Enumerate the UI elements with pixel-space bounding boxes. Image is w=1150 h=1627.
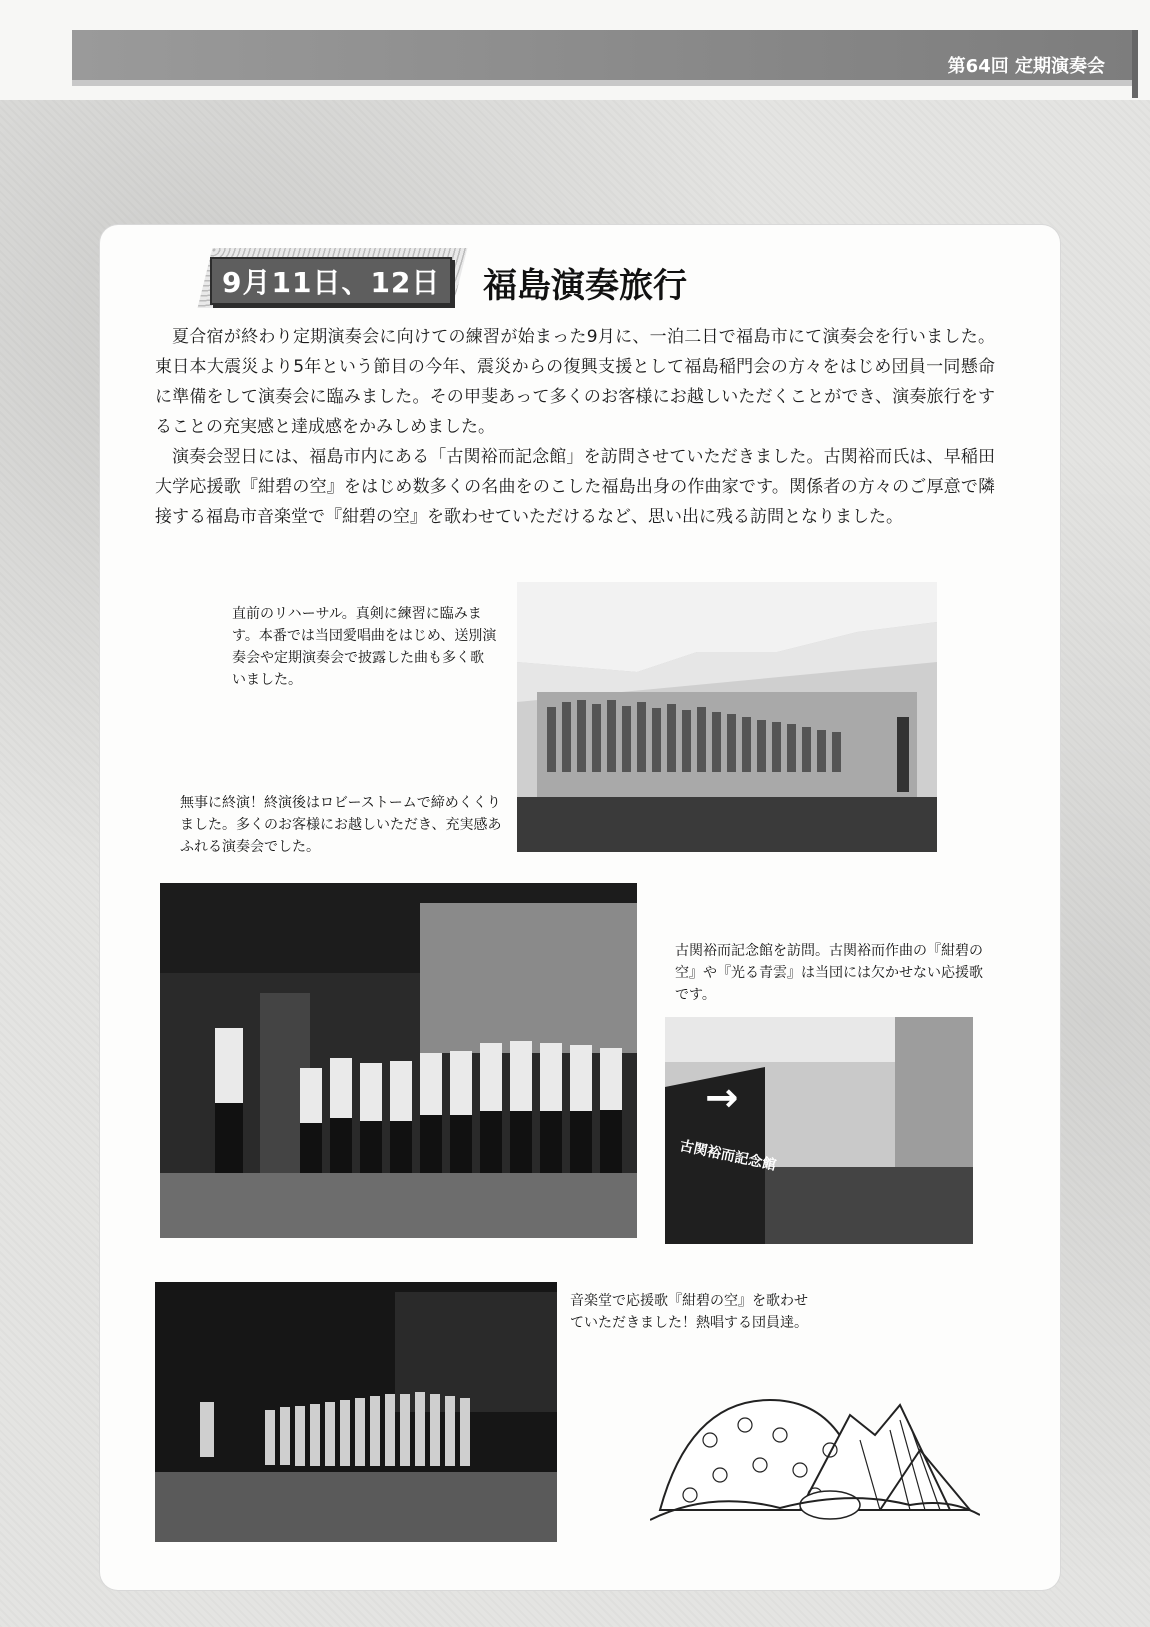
caption-museum: 古関裕而記念館を訪問。古関裕而作曲の『紺碧の空』や『光る青雲』は当団には欠かせない応援歌です。 (675, 943, 983, 1003)
paragraph: 演奏会翌日には、福島市内にある「古関裕而記念館」を訪問させていただきました。古関裕而氏は、早稲田大学応援歌『紺碧の空』をはじめ数多くの名曲をのこした福島出身の作曲家です。関係者の方々のご厚意で隣接する福島市音楽堂で『紺碧の空』を歌わせていただけるなど、思い出に残る訪問となりました。 (155, 447, 995, 527)
section-date: 9月11日、12日 (210, 257, 452, 305)
museum-sign-text: 古関裕而記念館 (678, 1137, 778, 1174)
section-title: 福島演奏旅行 (483, 266, 687, 306)
mountain-drawing (650, 1380, 980, 1525)
article-body (155, 322, 995, 532)
museum-sign-arrow: → (705, 1075, 739, 1121)
photo-hall (155, 1282, 557, 1542)
photo-lobby (160, 883, 637, 1238)
caption-lobby: 無事に終演！終演後はロビーストームで締めくくりました。多くのお客様にお越しいただき、充実感あふれる演奏会でした。 (180, 795, 502, 855)
header-tab-marker (1132, 30, 1138, 98)
mountain-illustration (650, 1380, 980, 1525)
caption-rehearsal: 直前のリハーサル。真剣に練習に臨みます。本番では当団愛唱曲をはじめ、送別演奏会や定期演奏会で披露した曲も多く歌いました。 (232, 606, 497, 688)
header-title: 第64回 定期演奏会 (947, 56, 1105, 77)
paragraph: 夏合宿が終わり定期演奏会に向けての練習が始まった9月に、一泊二日で福島市にて演奏会を行いました。東日本大震災より5年という節目の今年、震災からの復興支援として福島稲門会の方々をはじめ団員一同懸命に準備をして演奏会に臨みました。その甲斐あって多くのお客様にお越しいただくことができ、演奏旅行をすることの充実感と達成感をかみしめました。 (155, 327, 995, 437)
photo-rehearsal (517, 582, 937, 852)
rehearsal-scene (517, 582, 937, 852)
hall-scene (155, 1282, 557, 1542)
lobby-scene (160, 883, 637, 1238)
caption-hall: 音楽堂で応援歌『紺碧の空』を歌わせていただきました！熱唱する団員達。 (570, 1293, 808, 1331)
museum-scene (665, 1017, 973, 1244)
photo-museum (665, 1017, 973, 1244)
